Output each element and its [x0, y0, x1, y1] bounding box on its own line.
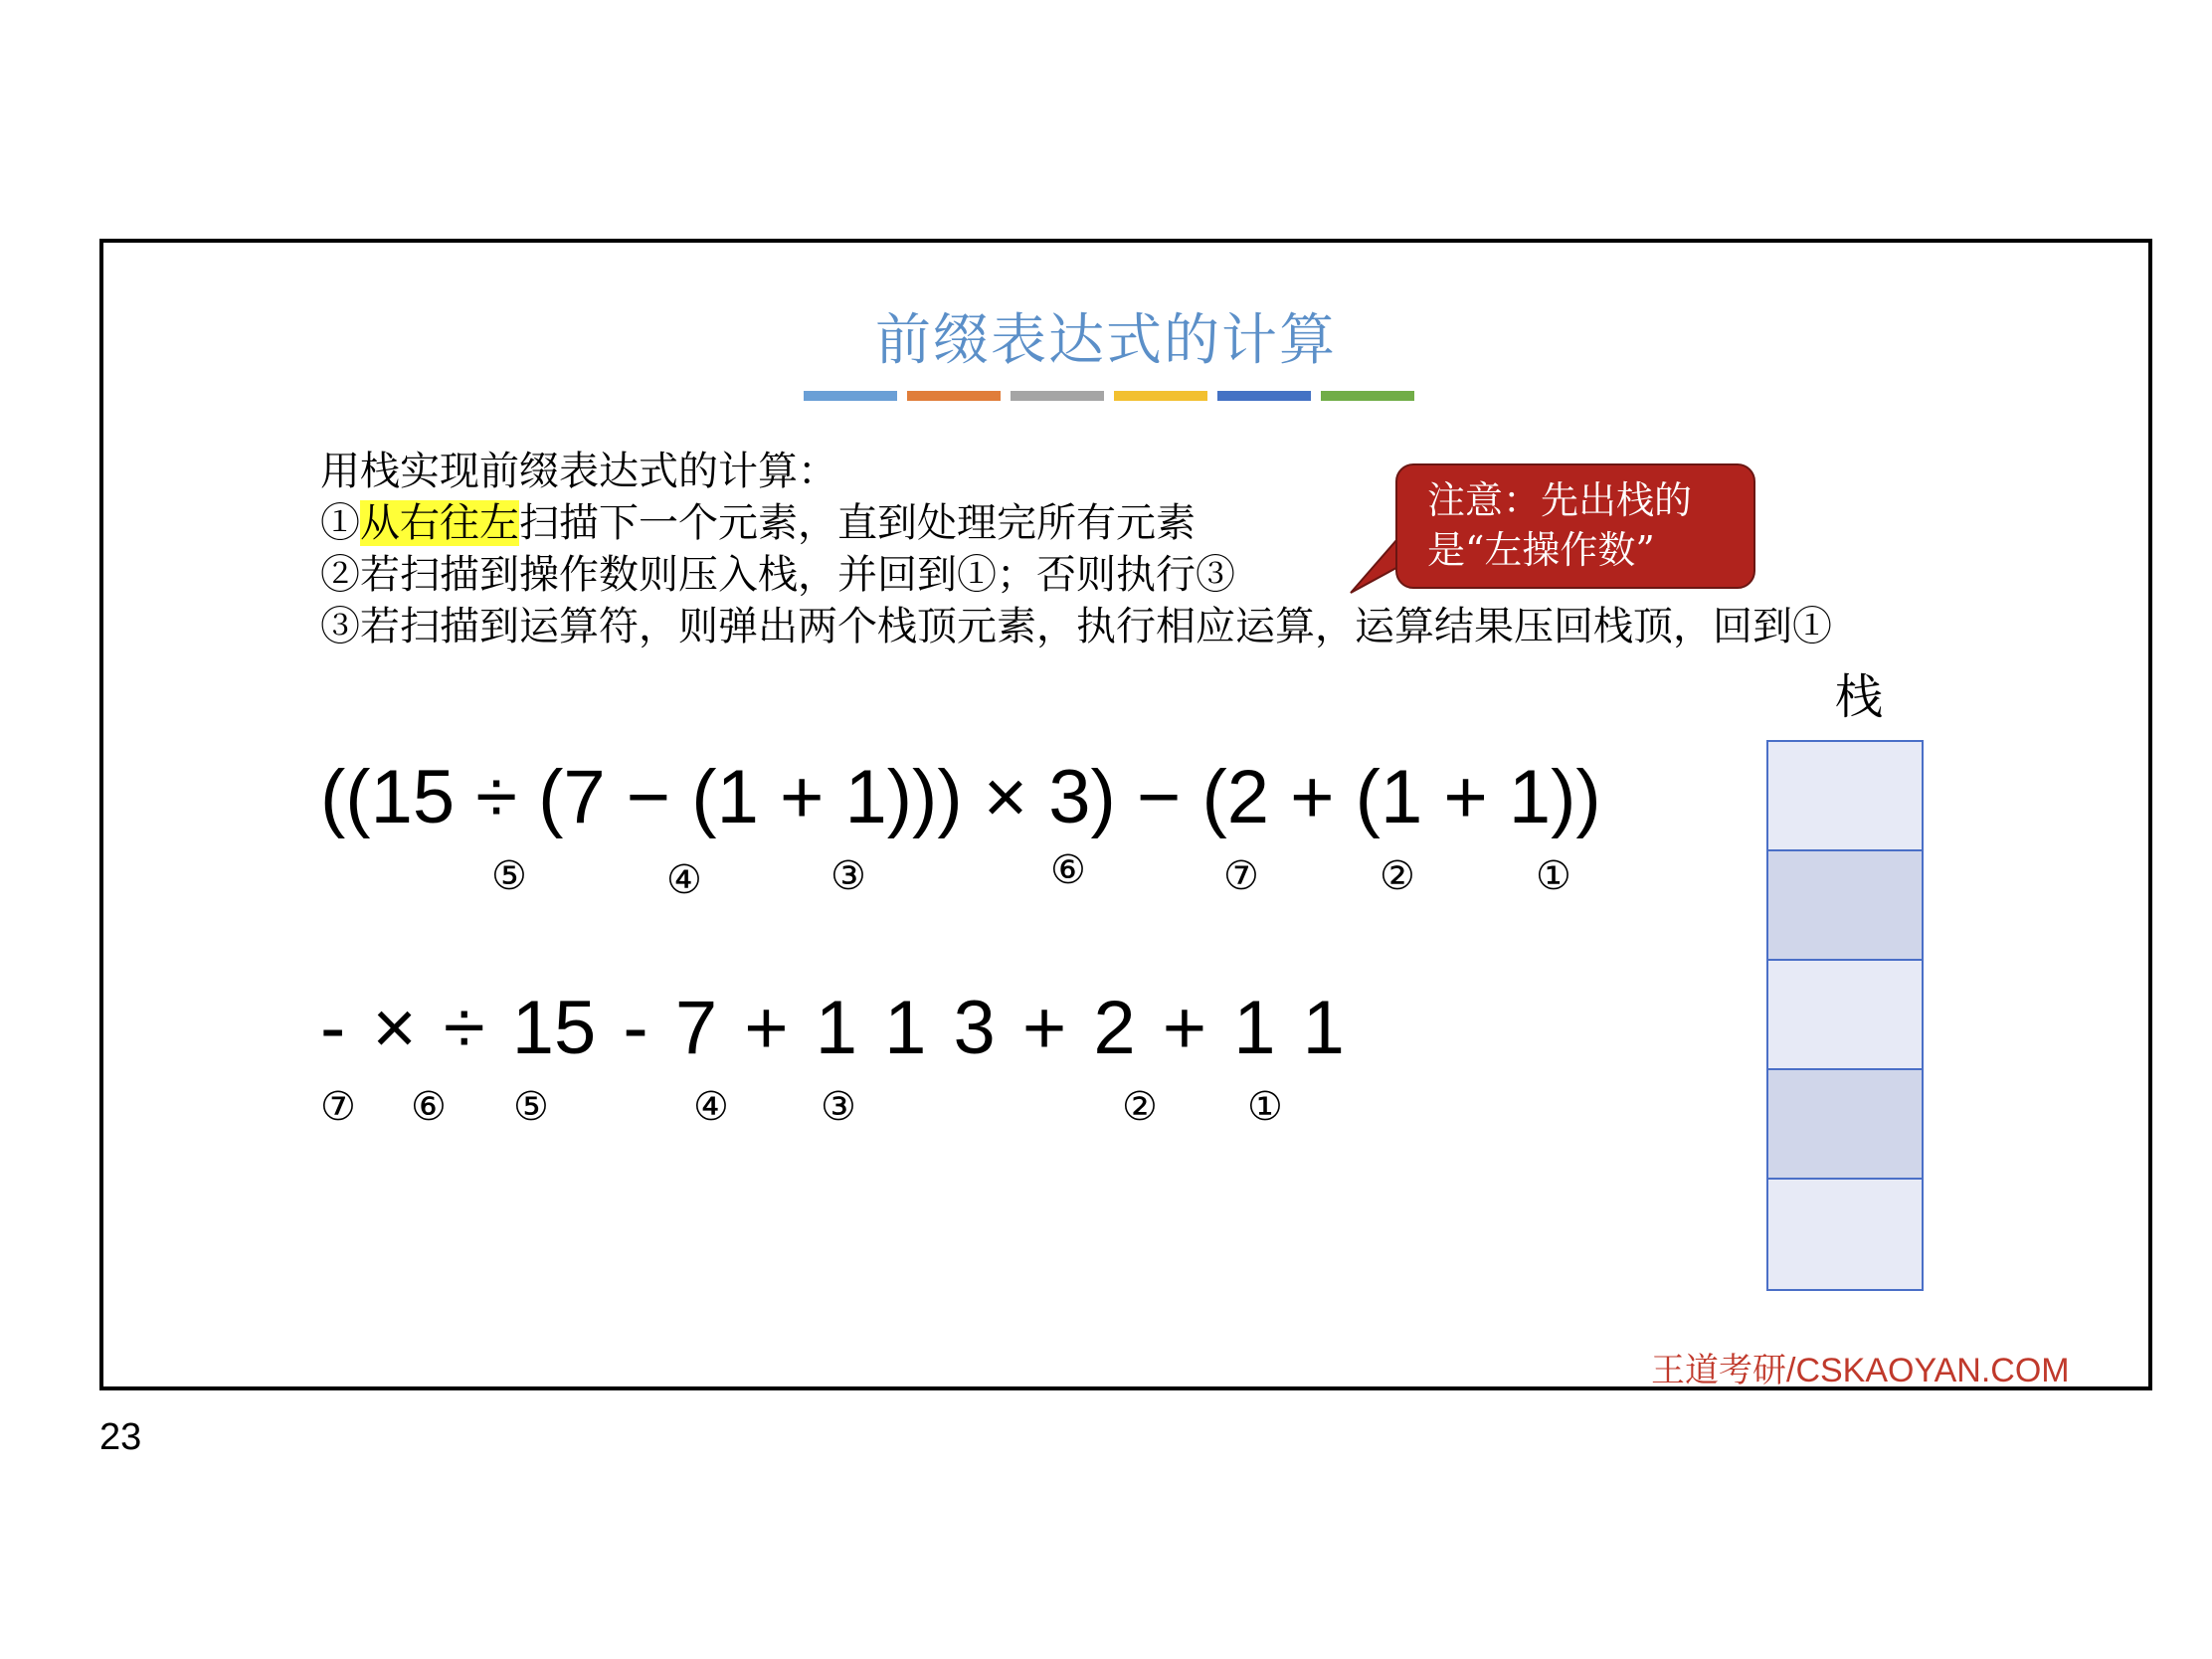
stack-cell-4 [1768, 1070, 1922, 1180]
page-number: 23 [99, 1416, 142, 1458]
underline-bar-1 [804, 391, 897, 401]
infix-expression: ((15 ÷ (7 − (1 + 1))) × 3) − (2 + (1 + 1)) [320, 755, 1601, 839]
infix-order-label: ② [1380, 853, 1415, 899]
stack-cell-2 [1768, 851, 1922, 961]
watermark: 王道考研/CSKAOYAN.COM [1651, 1352, 2070, 1389]
stack-cell-5 [1768, 1180, 1922, 1289]
infix-order-label: ④ [666, 857, 702, 903]
prefix-expression: - × ÷ 15 - 7 + 1 1 3 + 2 + 1 1 [320, 986, 1345, 1070]
infix-order-label: ③ [830, 853, 866, 899]
rule-step-2: ②若扫描到操作数则压入栈，并回到①；否则执行③ [320, 552, 1235, 598]
stack-label: 栈 [1835, 669, 1884, 725]
rule-step-1-rest: 扫描下一个元素，直到处理完所有元素 [519, 500, 1196, 546]
prefix-order-label: ④ [693, 1084, 729, 1130]
underline-bar-4 [1114, 391, 1207, 401]
prefix-order-label: ⑦ [320, 1084, 356, 1130]
callout-line-1: 注意：先出栈的 [1427, 478, 1693, 522]
underline-bar-6 [1321, 391, 1414, 401]
prefix-order-label: ③ [821, 1084, 856, 1130]
callout-line-2: 是“左操作数” [1427, 528, 1655, 572]
prefix-order-label: ② [1122, 1084, 1158, 1130]
underline-bar-2 [907, 391, 1001, 401]
rules-heading: 用栈实现前缀表达式的计算： [320, 449, 837, 494]
prefix-order-label: ① [1247, 1084, 1283, 1130]
rule-step-3: ③若扫描到运算符，则弹出两个栈顶元素，执行相应运算，运算结果压回栈顶，回到① [320, 604, 1832, 649]
infix-order-label: ⑦ [1223, 853, 1259, 899]
title-underline-bars [804, 391, 1414, 401]
stack-cell-3 [1768, 961, 1922, 1070]
underline-bar-3 [1011, 391, 1104, 401]
stack-diagram [1766, 740, 1924, 1291]
rule-step-1-number: ① [320, 500, 360, 546]
infix-order-label: ⑤ [491, 853, 527, 899]
callout-note [1395, 463, 1755, 589]
infix-order-label: ⑥ [1050, 847, 1086, 893]
underline-bar-5 [1217, 391, 1311, 401]
prefix-order-label: ⑥ [411, 1084, 447, 1130]
infix-order-label: ① [1536, 853, 1571, 899]
rule-step-1-highlight: 从右往左 [360, 500, 519, 546]
stack-cell-1 [1768, 742, 1922, 851]
slide-title: 前缀表达式的计算 [875, 308, 1337, 373]
prefix-order-label: ⑤ [513, 1084, 549, 1130]
